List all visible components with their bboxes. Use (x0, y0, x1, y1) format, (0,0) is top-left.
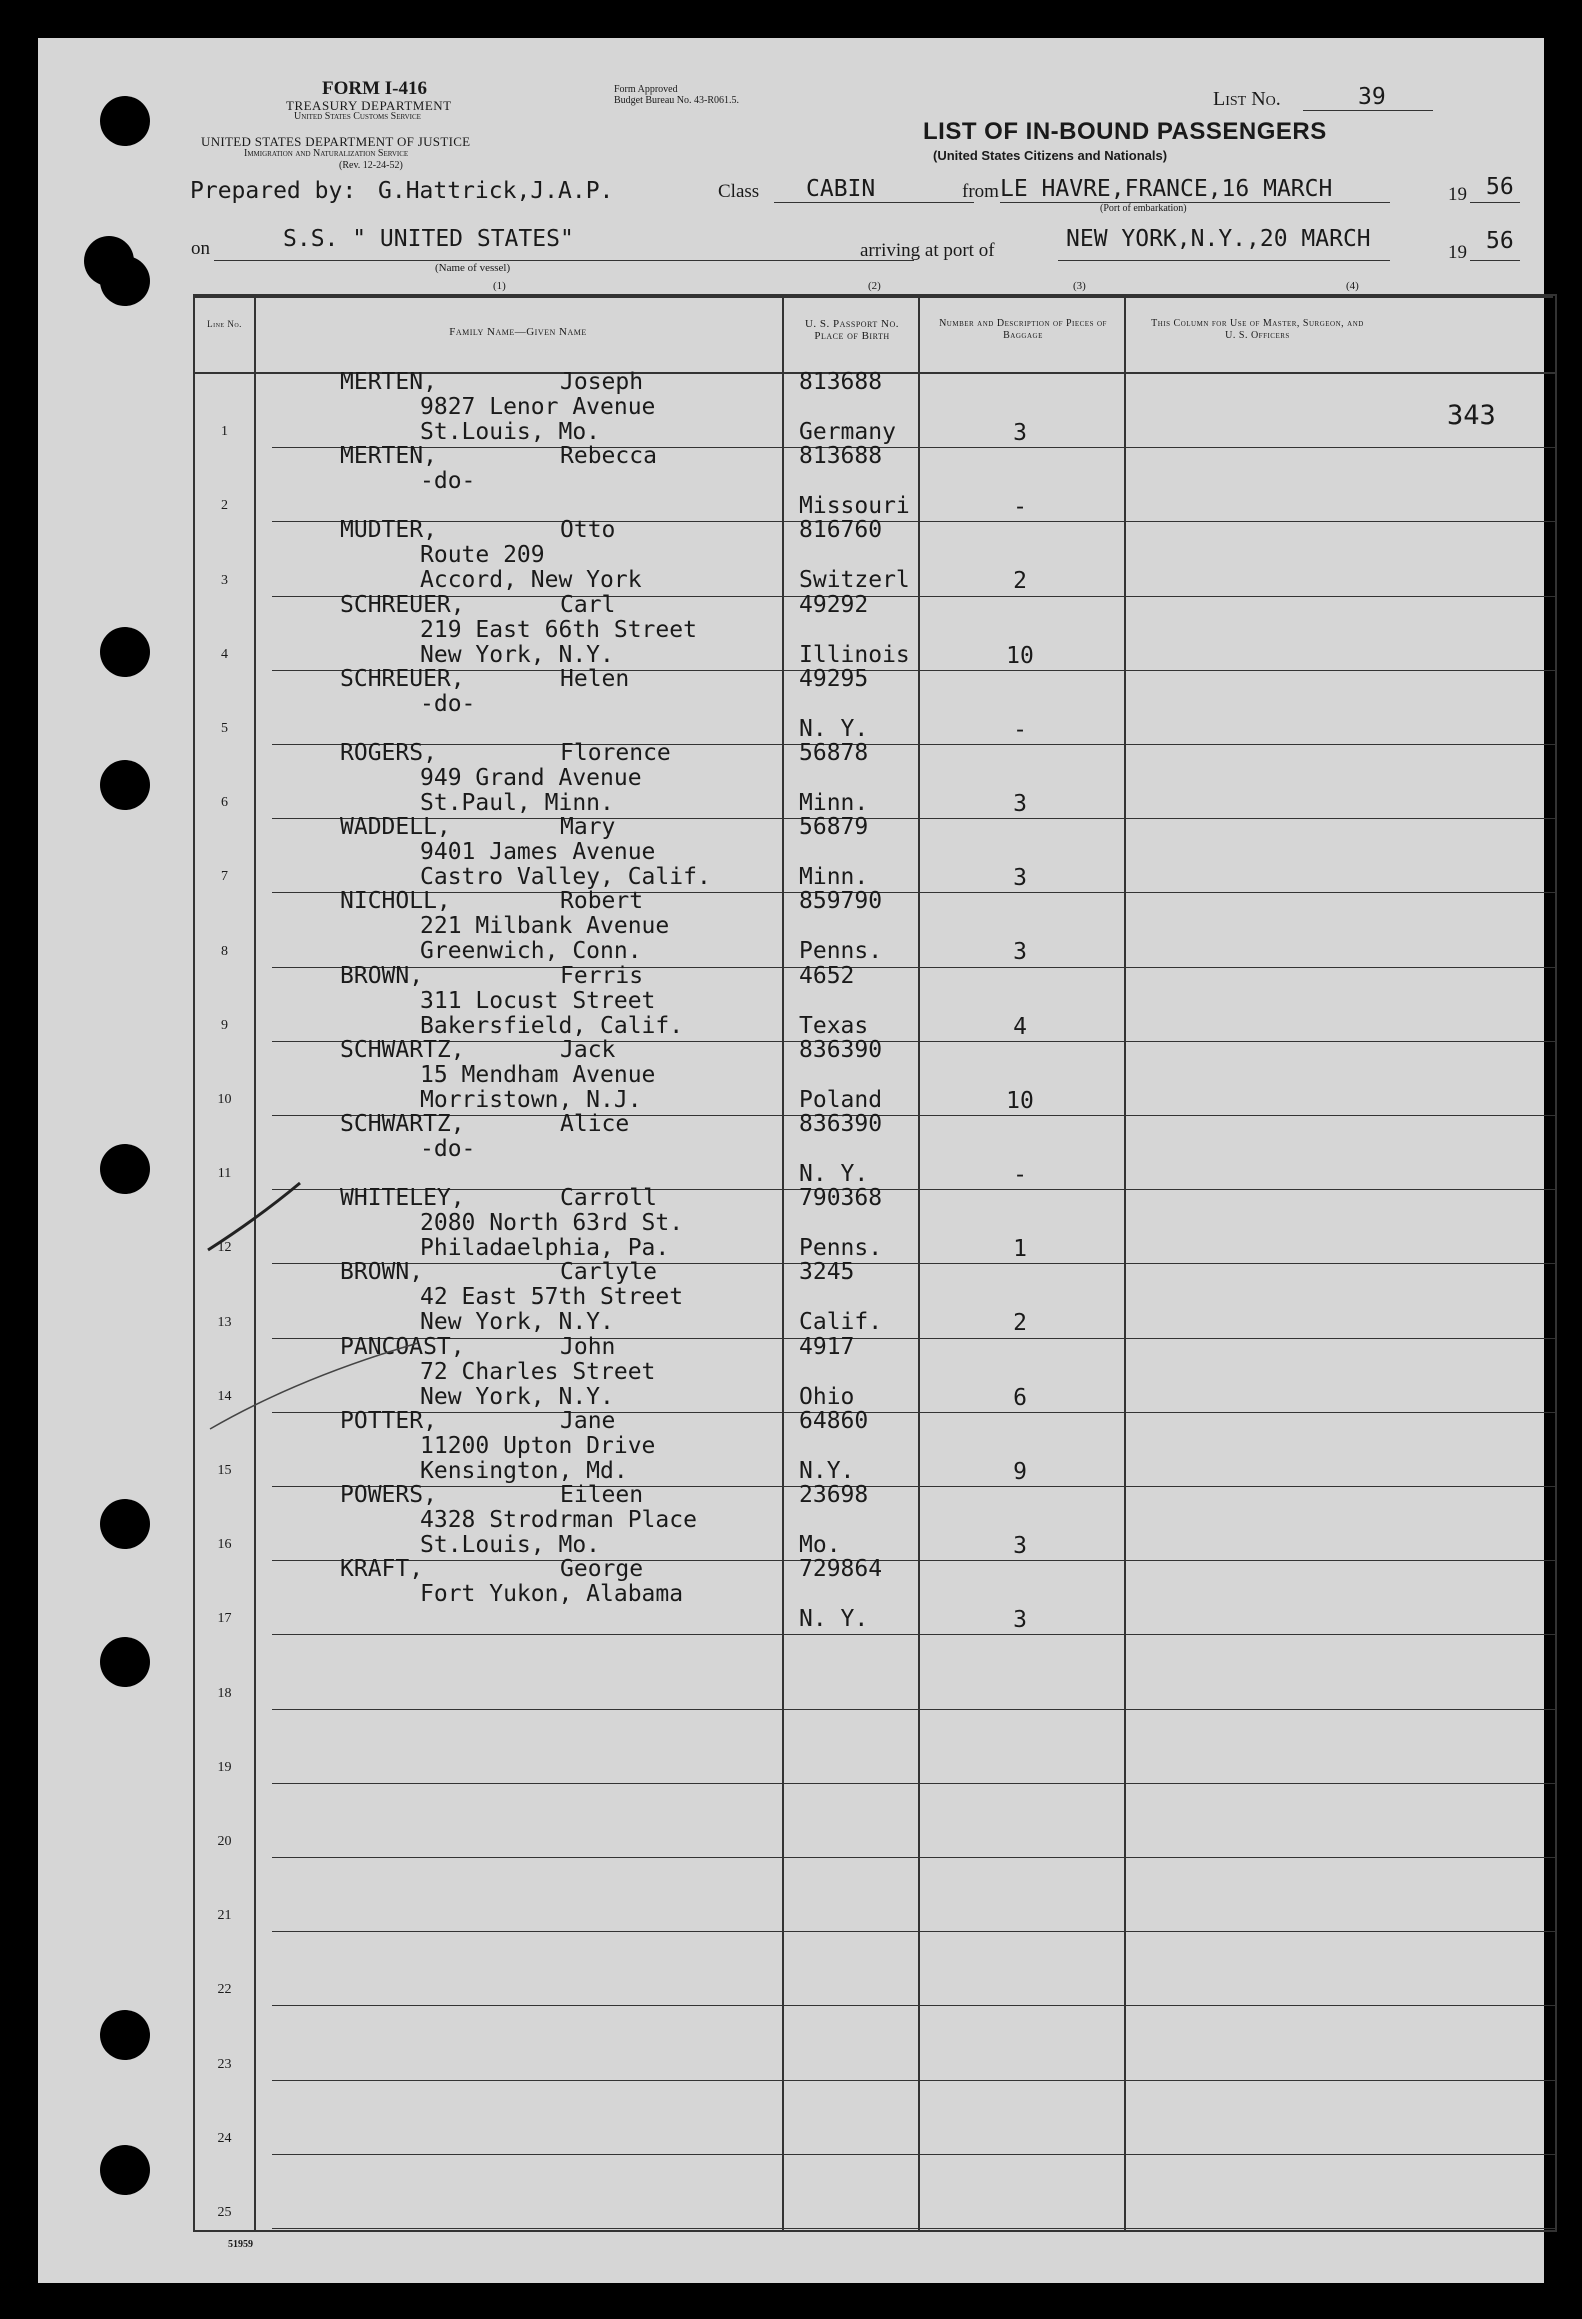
given-name: Florence (560, 740, 671, 766)
line-number: 16 (217, 1537, 232, 1553)
address-line-2: Castro Valley, Calif. (420, 864, 711, 891)
family-name: MUDTER, (340, 517, 437, 544)
line-number: 21 (217, 1908, 232, 1924)
passport-number: 790368 (799, 1185, 883, 1212)
place-of-birth: Mo. (799, 1532, 841, 1558)
given-name: John (560, 1333, 616, 1360)
line-number: 10 (217, 1091, 232, 1107)
from-label: from (962, 181, 999, 202)
baggage-count: 3 (1013, 1533, 1027, 1559)
passport-number: 56878 (799, 740, 869, 766)
address-line-1: 9401 James Avenue (420, 839, 656, 866)
line-number: 13 (217, 1314, 232, 1330)
approved-label: Form Approved (614, 84, 678, 95)
baggage-count: 3 (1013, 791, 1027, 817)
address-line-1: 2080 North 63rd St. (420, 1210, 684, 1237)
line-number: 5 (221, 720, 228, 736)
given-name: Joseph (560, 369, 644, 395)
family-name: BROWN, (340, 962, 424, 989)
form-number: FORM I-416 (322, 78, 428, 99)
family-name: NICHOLL, (340, 888, 451, 915)
rev-label: (Rev. 12-24-52) (339, 160, 403, 171)
binder-hole (100, 760, 150, 810)
passport-number: 859790 (799, 888, 883, 915)
header-officers: This Column for Use of Master, Surgeon, and U. S. Officers (1151, 318, 1364, 341)
year-value-2: 56 (1486, 228, 1514, 254)
address-line-2: Kensington, Md. (420, 1457, 628, 1484)
class-value: CABIN (806, 176, 876, 202)
header-line-no: Line No. (207, 319, 242, 329)
baggage-count: 2 (1013, 568, 1027, 595)
line-number: 1 (221, 424, 228, 440)
line-number: 24 (217, 2130, 232, 2146)
binder-hole (100, 627, 150, 677)
class-label: Class (718, 181, 760, 202)
line-number: 2 (221, 498, 228, 514)
place-of-birth: Germany (799, 419, 896, 445)
place-of-birth: Switzerl (799, 567, 910, 594)
ins-label: Immigration and Naturalization Service (244, 148, 409, 159)
line-number: 3 (221, 572, 228, 588)
baggage-count: - (1013, 1162, 1027, 1188)
line-number: 6 (221, 795, 228, 811)
address-line-2: St.Paul, Minn. (420, 790, 614, 816)
baggage-count: 6 (1013, 1384, 1027, 1411)
baggage-count: 3 (1013, 420, 1027, 446)
address-line-1: -do- (420, 468, 476, 495)
line-number: 7 (221, 869, 228, 885)
passport-number: 64860 (799, 1407, 869, 1434)
address-line-1: 42 East 57th Street (420, 1284, 684, 1311)
address-line-1: -do- (420, 690, 476, 717)
line-number: 18 (217, 1685, 232, 1701)
baggage-count: 3 (1013, 939, 1027, 966)
address-line-1: Fort Yukon, Alabama (420, 1581, 684, 1608)
binder-hole (100, 1144, 150, 1194)
address-line-2: Morristown, N.J. (420, 1086, 642, 1113)
binder-hole (100, 1499, 150, 1549)
binder-hole (100, 1637, 150, 1687)
address-line-2: Philadaelphia, Pa. (420, 1235, 670, 1262)
budget-label: Budget Bureau No. 43-R061.5. (614, 95, 739, 106)
baggage-count: 3 (1013, 1607, 1027, 1634)
address-line-2: St.Louis, Mo. (420, 419, 601, 445)
arriving-value: NEW YORK,N.Y.,20 MARCH (1066, 226, 1371, 252)
place-of-birth: Texas (799, 1012, 869, 1039)
year-value-1: 56 (1486, 174, 1514, 200)
line-number: 17 (217, 1611, 232, 1627)
baggage-count: 10 (1006, 642, 1034, 669)
passport-number: 836390 (799, 1111, 883, 1137)
given-name: Helen (560, 665, 630, 692)
line-number: 9 (221, 1017, 228, 1033)
passport-number: 49292 (799, 591, 869, 618)
passport-number: 813688 (799, 369, 883, 395)
given-name: Otto (560, 517, 616, 544)
place-of-birth: Missouri (799, 493, 910, 520)
baggage-count: 4 (1013, 1013, 1027, 1040)
line-number: 8 (221, 943, 228, 959)
place-of-birth: Poland (799, 1086, 883, 1113)
family-name: POWERS, (340, 1482, 437, 1508)
line-number: 4 (221, 646, 228, 662)
passport-number: 23698 (799, 1482, 869, 1508)
family-name: MERTEN, (340, 443, 437, 470)
header-name: Family Name—Given Name (449, 326, 587, 338)
address-line-1: 219 East 66th Street (420, 616, 697, 643)
footer-code: 51959 (228, 2239, 253, 2250)
given-name: Rebecca (560, 443, 657, 470)
address-line-1: 15 Mendham Avenue (420, 1061, 656, 1088)
family-name: SCHREUER, (340, 591, 465, 618)
page-title: LIST OF IN-BOUND PASSENGERS (923, 118, 1327, 145)
passport-number: 3245 (799, 1259, 855, 1286)
binder-hole (100, 2010, 150, 2060)
passport-number: 836390 (799, 1036, 883, 1063)
address-line-1: 4328 Strodrman Place (420, 1507, 697, 1533)
address-line-1: 949 Grand Avenue (420, 765, 642, 791)
place-of-birth: Minn. (799, 864, 869, 891)
col-num-2: (2) (868, 280, 881, 292)
justice-label: UNITED STATES DEPARTMENT OF JUSTICE (201, 134, 471, 149)
check-mark-12 (208, 1183, 300, 1250)
treasury-label: TREASURY DEPARTMENT (286, 98, 452, 113)
from-value: LE HAVRE,FRANCE,16 MARCH (1000, 176, 1333, 202)
address-line-1: 221 Milbank Avenue (420, 913, 670, 940)
place-of-birth: Penns. (799, 938, 883, 965)
place-of-birth: N. Y. (799, 715, 869, 742)
col-num-3: (3) (1073, 280, 1086, 292)
list-no-value: 39 (1358, 84, 1386, 110)
given-name: Jack (560, 1036, 616, 1063)
family-name: POTTER, (340, 1407, 437, 1434)
passport-number: 56879 (799, 814, 869, 841)
on-label: on (191, 238, 210, 259)
header-passport: U. S. Passport No. Place of Birth (804, 318, 900, 342)
line-number: 15 (217, 1462, 232, 1478)
baggage-count: 3 (1013, 865, 1027, 892)
given-name: Ferris (560, 962, 644, 989)
prepared-label: Prepared by: (190, 178, 357, 204)
given-name: Carroll (560, 1185, 657, 1212)
given-name: Eileen (560, 1482, 644, 1508)
passport-number: 49295 (799, 665, 869, 692)
family-name: WADDELL, (340, 814, 451, 841)
passport-number: 4652 (799, 962, 855, 989)
passport-number: 813688 (799, 443, 883, 470)
vessel-caption: (Name of vessel) (435, 262, 511, 274)
family-name: SCHWARTZ, (340, 1036, 465, 1063)
binder-hole (100, 256, 150, 306)
address-line-2: Accord, New York (420, 567, 642, 594)
year-prefix-1: 19 (1448, 184, 1467, 205)
page-subtitle: (United States Citizens and Nationals) (933, 148, 1168, 163)
family-name: MERTEN, (340, 369, 437, 395)
given-name: Robert (560, 888, 644, 915)
line-number: 14 (217, 1388, 232, 1404)
place-of-birth: N. Y. (799, 1606, 869, 1633)
family-name: ROGERS, (340, 740, 437, 766)
address-line-1: 11200 Upton Drive (420, 1432, 656, 1459)
family-name: BROWN, (340, 1259, 424, 1286)
line-number: 19 (217, 1759, 232, 1775)
prepared-by-value: G.Hattrick,J.A.P. (378, 178, 614, 204)
line-number: 11 (217, 1166, 232, 1182)
place-of-birth: Illinois (799, 641, 910, 668)
place-of-birth: N.Y. (799, 1457, 855, 1484)
year-prefix-2: 19 (1448, 242, 1467, 263)
baggage-count: 9 (1013, 1458, 1027, 1485)
port-embark-caption: (Port of embarkation) (1100, 203, 1187, 214)
document-page (38, 38, 1544, 2283)
address-line-2: New York, N.Y. (420, 1383, 614, 1410)
place-of-birth: Ohio (799, 1383, 855, 1410)
address-line-1: 9827 Lenor Avenue (420, 394, 656, 420)
given-name: Jane (560, 1407, 616, 1434)
arriving-label: arriving at port of (860, 240, 995, 261)
given-name: Carlyle (560, 1259, 657, 1286)
baggage-count: - (1013, 494, 1027, 521)
binder-hole (100, 2145, 150, 2195)
header-baggage: Number and Description of Pieces of Baggage (939, 318, 1107, 341)
family-name: SCHREUER, (340, 665, 465, 692)
baggage-count: 1 (1013, 1236, 1027, 1263)
place-of-birth: Minn. (799, 790, 869, 816)
address-line-1: 311 Locust Street (420, 987, 656, 1014)
given-name: Alice (560, 1111, 630, 1137)
line-number: 20 (217, 1833, 232, 1849)
baggage-count: - (1013, 716, 1027, 743)
passport-number: 729864 (799, 1556, 883, 1583)
pencil-marks (38, 38, 1544, 2283)
family-name: PANCOAST, (340, 1333, 465, 1360)
address-line-1: Route 209 (420, 542, 545, 569)
col-num-1: (1) (493, 280, 506, 292)
list-no-label: List No. (1213, 88, 1281, 110)
place-of-birth: Calif. (799, 1309, 883, 1336)
customs-label: United States Customs Service (294, 111, 421, 122)
line-number: 23 (217, 2056, 232, 2072)
given-name: Mary (560, 814, 616, 841)
place-of-birth: Penns. (799, 1235, 883, 1262)
family-name: WHITELEY, (340, 1185, 465, 1212)
address-line-2: New York, N.Y. (420, 641, 614, 668)
binder-hole (100, 96, 150, 146)
address-line-2: St.Louis, Mo. (420, 1532, 601, 1558)
address-line-1: -do- (420, 1136, 476, 1162)
passport-number: 4917 (799, 1333, 855, 1360)
address-line-2: Bakersfield, Calif. (420, 1012, 684, 1039)
line-number: 22 (217, 1982, 232, 1998)
place-of-birth: N. Y. (799, 1161, 869, 1187)
passport-number: 816760 (799, 517, 883, 544)
address-line-1: 72 Charles Street (420, 1358, 656, 1385)
col-num-4: (4) (1346, 280, 1359, 292)
vessel-value: S.S. " UNITED STATES" (283, 226, 574, 252)
line-number: 25 (217, 2204, 232, 2220)
address-line-2: New York, N.Y. (420, 1309, 614, 1336)
baggage-count: 2 (1013, 1310, 1027, 1337)
given-name: George (560, 1556, 644, 1583)
address-line-2: Greenwich, Conn. (420, 938, 642, 965)
officer-annotation: 343 (1447, 400, 1496, 431)
given-name: Carl (560, 591, 616, 618)
pencil-stroke (210, 1343, 418, 1429)
baggage-count: 10 (1006, 1087, 1034, 1114)
family-name: SCHWARTZ, (340, 1111, 465, 1137)
family-name: KRAFT, (340, 1556, 424, 1583)
line-number: 12 (217, 1240, 232, 1256)
